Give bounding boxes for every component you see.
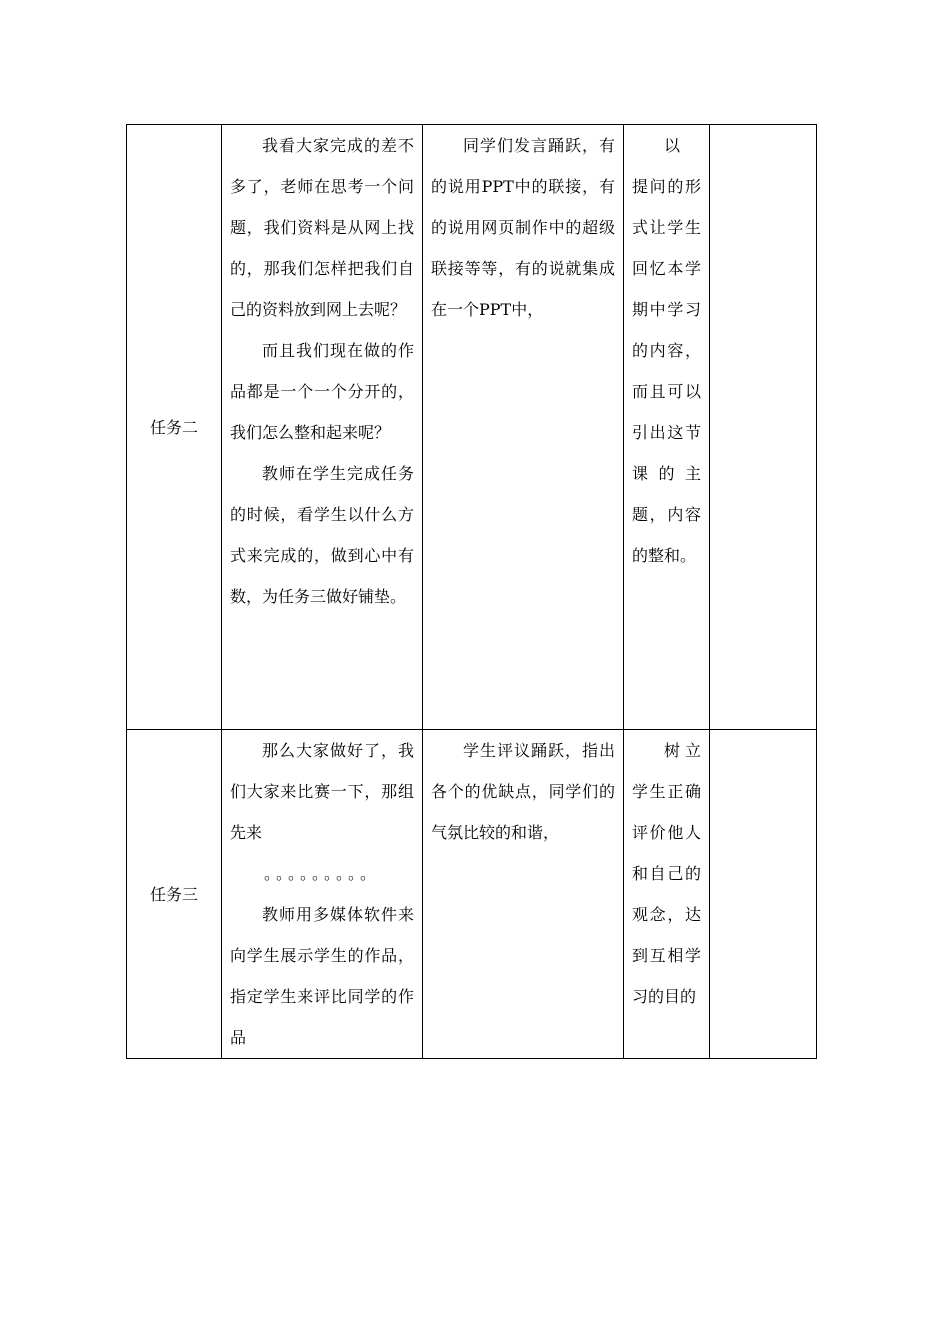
teacher-activity-cell (222, 125, 423, 730)
student-activity-cell (423, 125, 624, 730)
intent-paragraph: 以 提问的形式让学生回忆本学期中学习的内容，而且可以引出这节课的主题，内容的整和。 (632, 136, 701, 565)
student-paragraph: 同学们发言踊跃，有的说用PPT中的联接，有的说用网页制作中的超级联接等等，有的说就集成在一个PPT中， (431, 136, 615, 319)
table-row (127, 730, 817, 1059)
intent-paragraph: 树立学生正确评价他人和自己的观念，达到互相学习的目的 (632, 741, 701, 1006)
student-paragraph: 学生评议踊跃，指出各个的优缺点，同学们的气氛比较的和谐， (431, 741, 615, 842)
student-activity-cell (423, 730, 624, 1059)
teacher-paragraph: 教师在学生完成任务的时候，看学生以什么方式来完成的，做到心中有数，为任务三做好铺垫。 (230, 464, 414, 606)
note-cell (710, 730, 817, 1059)
task-label: 任务三 (149, 884, 198, 904)
design-intent-cell (624, 125, 710, 730)
task-label-cell (127, 125, 222, 730)
task-label: 任务二 (149, 417, 198, 437)
ellipsis-line: 。。。。。。。。。 (263, 864, 380, 883)
teacher-paragraph: 教师用多媒体软件来向学生展示学生的作品，指定学生来评比同学的作品 (230, 905, 414, 1047)
teacher-paragraph: 而且我们现在做的作品都是一个一个分开的，我们怎么整和起来呢？ (230, 341, 414, 442)
note-cell (710, 125, 817, 730)
design-intent-cell (624, 730, 710, 1059)
teacher-paragraph: 我看大家完成的差不多了，老师在思考一个问题，我们资料是从网上找的，那我们怎样把我们自己的资料放到网上去呢？ (230, 136, 414, 319)
teacher-paragraph: 那么大家做好了，我们大家来比赛一下，那组先来 (230, 741, 414, 842)
teacher-activity-cell (222, 730, 423, 1059)
task-label-cell (127, 730, 222, 1059)
lesson-plan-table (126, 124, 817, 1059)
table-row (127, 125, 817, 730)
